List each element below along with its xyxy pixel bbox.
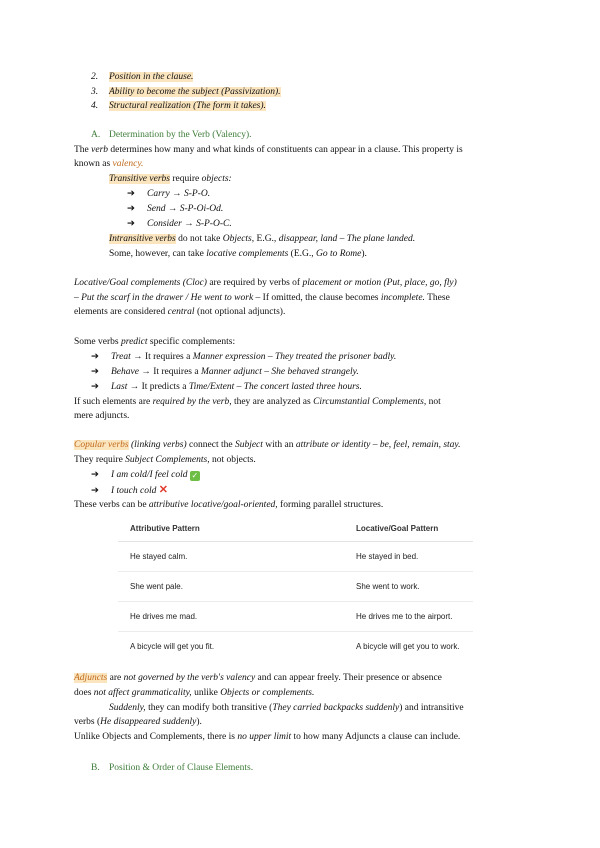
text-span: Subject Complements, <box>125 455 210 465</box>
text-span: Objects or complements. <box>220 688 315 698</box>
text-span: unlike <box>191 688 221 698</box>
text-span: (linking verbs) <box>128 440 187 450</box>
text-span: require <box>169 174 202 184</box>
text-span: no upper limit <box>237 732 292 742</box>
copular-example <box>91 469 200 483</box>
text-span: does <box>74 688 94 698</box>
adjuncts-line4 <box>74 716 526 730</box>
text-span: determines how many and what kinds of constituents can appear in a clause. This property is <box>108 145 463 155</box>
text-span: with an <box>262 440 296 450</box>
table-cell: He stayed calm. <box>118 542 344 572</box>
table-row <box>118 572 473 602</box>
table-cell: He drives me mad. <box>118 602 344 632</box>
arrow-bullet-icon: ➔ <box>127 204 135 214</box>
text-span: not objects. <box>209 455 256 465</box>
text-span: , not <box>423 397 441 407</box>
cross-mark-icon: ✕ <box>158 484 168 496</box>
text-span: Last <box>111 382 128 392</box>
text-span: objects: <box>201 174 232 184</box>
text-span: Suddenly, <box>109 703 146 713</box>
text-span: central <box>167 307 195 317</box>
text-span: If such elements are <box>74 397 153 407</box>
text-span: to how many Adjuncts a clause can include. <box>291 732 461 742</box>
table-header-cell: Attributive Pattern <box>118 517 344 542</box>
predict-example <box>91 351 396 365</box>
text-span: – She behaved strangely. <box>261 367 359 377</box>
text-span: forming parallel structures. <box>277 500 384 510</box>
pattern-table <box>118 517 473 661</box>
criteria-item <box>91 86 281 100</box>
table-cell: He drives me to the airport. <box>344 602 473 632</box>
text-span: Manner adjunct <box>200 367 262 377</box>
text-span: Ability to become the subject (Passivization). <box>109 87 281 97</box>
text-span: they can modify both transitive ( <box>145 703 273 713</box>
text-span: (E.G., <box>288 249 316 259</box>
text-span: incomplete. <box>380 293 425 303</box>
copular-line2 <box>74 454 526 468</box>
text-span: 2. <box>91 72 99 82</box>
text-span: not governed by the verb's valency <box>123 673 256 683</box>
adjuncts-line3 <box>109 702 526 716</box>
required-line2 <box>74 410 526 424</box>
section-heading-a <box>91 129 526 143</box>
text-span: I am cold/I feel cold <box>111 470 188 480</box>
table-cell: A bicycle will get you to work. <box>356 641 460 651</box>
criteria-item <box>91 100 266 114</box>
arrow-bullet-icon: ➔ <box>91 352 99 362</box>
text-span: Carry → S-P-O. <box>147 189 211 199</box>
predict-example <box>91 381 362 395</box>
text-span: Position in the clause. <box>109 72 194 82</box>
text-span: locative complements <box>206 249 289 259</box>
text-span: , they are analyzed as <box>229 397 314 407</box>
text-span: They carried backpacks suddenly <box>272 703 400 713</box>
text-span: Copular verbs <box>74 440 129 450</box>
arrow-bullet-icon: ➔ <box>127 219 135 229</box>
text-span: Objects <box>222 234 252 244</box>
locative-complement-line <box>109 248 526 262</box>
text-span: connect the <box>186 440 235 450</box>
text-span: Intransitive verbs <box>109 234 176 244</box>
text-span: Determination by the Verb (Valency). <box>109 130 252 140</box>
arrow-bullet-icon: ➔ <box>91 367 99 377</box>
text-span: Some verbs <box>74 337 121 347</box>
text-span: are <box>107 673 124 683</box>
text-span: elements are considered <box>74 307 168 317</box>
text-span: predict <box>120 337 148 347</box>
predict-line <box>74 336 526 350</box>
text-span: attributive locative/goal-oriented, <box>148 500 278 510</box>
text-span: Position & Order of Clause Elements. <box>109 763 254 773</box>
text-span: Locative/Goal complements (Cloc) <box>74 278 207 288</box>
text-span: ). <box>196 717 202 727</box>
transitive-example <box>127 203 223 217</box>
copular-line1 <box>74 439 526 453</box>
text-span: The <box>74 145 92 155</box>
table-cell: He stayed in bed. <box>344 542 473 572</box>
text-span: – <box>370 440 380 450</box>
table-row <box>118 542 473 572</box>
text-span: mere adjuncts. <box>74 411 130 421</box>
transitive-line <box>109 173 526 187</box>
text-span: Treat <box>111 352 131 362</box>
table-header-cell: Locative/Goal Pattern <box>344 517 473 542</box>
text-span: → It requires a <box>138 367 201 377</box>
text-span: Transitive verbs <box>109 174 170 184</box>
text-span: → It requires a <box>130 352 193 362</box>
intransitive-line <box>109 233 526 247</box>
text-span: known as <box>74 159 113 169</box>
parallel-line <box>74 499 526 513</box>
criteria-item <box>91 71 193 85</box>
text-span: Go to Rome <box>315 249 362 259</box>
text-span: Unlike Objects and Complements, there is <box>74 732 238 742</box>
text-span: A. <box>91 130 101 140</box>
text-span: Adjuncts <box>74 673 108 683</box>
text-span: He disappeared suddenly <box>100 717 197 727</box>
cloc-line3 <box>74 306 526 320</box>
text-span: placement or motion (Put, place, go, fly) <box>302 278 457 288</box>
text-span: Consider → S-P-O-C. <box>147 219 232 229</box>
text-span: , E.G., <box>251 234 279 244</box>
adjuncts-line2 <box>74 687 526 701</box>
predict-example <box>91 366 359 380</box>
text-span: Put the scarf in the drawer / He went to work <box>81 293 254 303</box>
paragraph-valency-line1 <box>74 144 526 158</box>
text-span: ) and intransitive <box>399 703 464 713</box>
arrow-bullet-icon: ➔ <box>127 189 135 199</box>
text-span: B. <box>91 763 100 773</box>
text-span: do not take <box>175 234 223 244</box>
arrow-bullet-icon: ➔ <box>91 470 99 480</box>
text-span: be, feel, remain, stay. <box>379 440 461 450</box>
copular-example <box>91 484 168 499</box>
table-cell: She went to work. <box>344 572 473 602</box>
section-heading-b <box>91 762 526 776</box>
table-row <box>118 602 473 632</box>
text-span: attribute or identity <box>295 440 371 450</box>
text-span: – If omitted, the clause becomes <box>253 293 381 303</box>
arrow-bullet-icon: ➔ <box>91 486 99 496</box>
text-span: Subject <box>234 440 263 450</box>
text-span: They require <box>74 455 126 465</box>
text-span: not affect grammaticality, <box>93 688 192 698</box>
text-span: ). <box>361 249 367 259</box>
text-span: verbs ( <box>74 717 101 727</box>
text-span: are required by verbs of <box>206 278 303 288</box>
text-span: 3. <box>91 87 99 97</box>
check-mark-icon: ✓ <box>191 471 199 480</box>
text-span: Circumstantial Complements <box>313 397 424 407</box>
arrow-bullet-icon: ➔ <box>91 382 99 392</box>
text-span: verb <box>91 145 109 155</box>
text-span: (not optional adjuncts). <box>194 307 286 317</box>
table-cell: A bicycle will get you fit. <box>130 641 215 651</box>
text-span: required by the verb <box>152 397 230 407</box>
text-span: 4. <box>91 101 99 111</box>
text-span: Time/Extent <box>188 382 235 392</box>
text-span: Behave <box>111 367 139 377</box>
text-span: These verbs can be <box>74 500 149 510</box>
required-line1 <box>74 396 526 410</box>
table-cell: She went pale. <box>118 572 344 602</box>
transitive-example <box>127 188 210 202</box>
text-span: These <box>424 293 450 303</box>
text-span: Structural realization (The form it takes). <box>109 101 266 111</box>
text-span: Manner expression <box>192 352 266 362</box>
transitive-example <box>127 218 232 232</box>
text-span: Send → S-P-Oi-Od. <box>147 204 224 214</box>
cloc-line2 <box>74 292 526 306</box>
text-span: – The concert lasted three hours. <box>234 382 362 392</box>
adjuncts-line1 <box>74 672 526 686</box>
text-span: specific complements: <box>147 337 236 347</box>
text-span: valency. <box>112 159 144 169</box>
text-span: disappear, land – The plane landed. <box>278 234 416 244</box>
text-span: – <box>74 293 82 303</box>
text-span: and can appear freely. Their presence or absence <box>255 673 442 683</box>
text-span: Some, however, can take <box>109 249 207 259</box>
table-header-row <box>118 517 473 542</box>
adjuncts-line5 <box>74 731 526 745</box>
paragraph-valency-line2 <box>74 158 526 172</box>
text-span: → It predicts a <box>127 382 189 392</box>
text-span: I touch cold <box>111 486 157 496</box>
table-row <box>118 632 473 662</box>
text-span: – They treated the prisoner badly. <box>265 352 397 362</box>
cloc-line1 <box>74 277 526 291</box>
